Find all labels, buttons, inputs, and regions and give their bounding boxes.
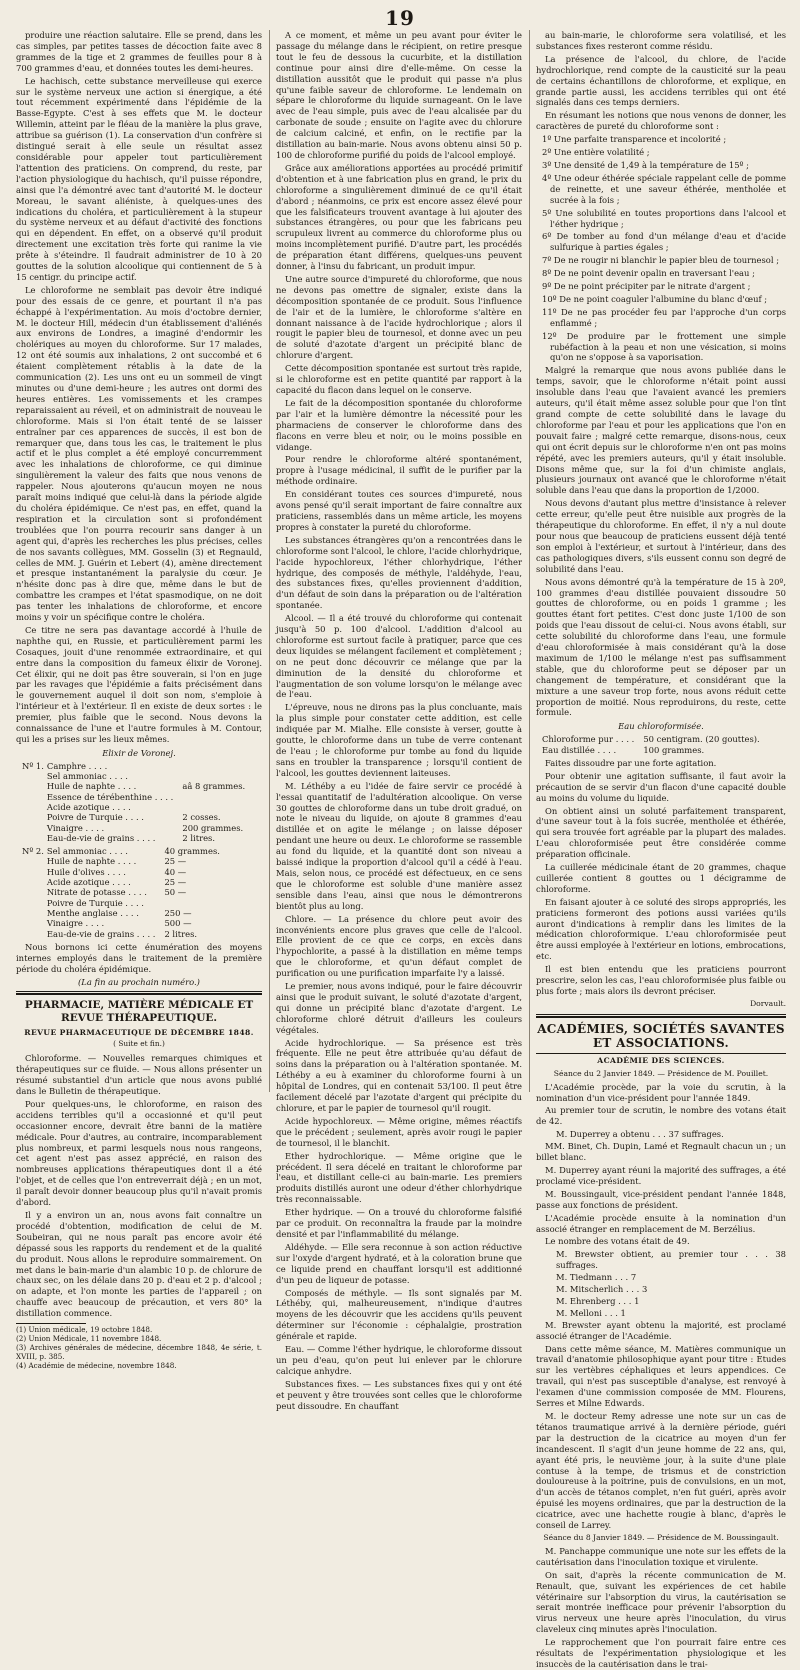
- paragraph: Pour rendre le chloroforme altéré spontanément, propre à l'usage médicinal, il suffit de le purifier par la méthode ordinaire.: [276, 454, 522, 487]
- ingredient-row: [22, 823, 248, 833]
- ingredient-name: Poivre de Turquie . . . .: [46, 897, 144, 908]
- vote-results: [536, 1129, 786, 1140]
- paragraph: Au premier tour de scrutin, le nombre des votans était de 42.: [536, 1105, 786, 1127]
- page-number: 19: [385, 6, 415, 30]
- paragraph: Le hachisch, cette substance merveilleuse qui exerce sur le système nerveux une action si énergique, a été tout récemment expérimenté dans l'épidémie de la Basse-Egypte. C'est à ses effets que M. le docteur Willemin, atteint par le fléau de la manière la plus grave, attribue sa guérison (1). La conservation d'un confrère si distingué serait à elle seule un résultat assez considérable pour appeler tout particulièrement l'attention des praticiens. On comprend, du reste, par l'action physiologique du hachisch, qu'il puisse répondre, ainsi que l'a démontré avec tant d'autorité M. le docteur Moreau, le savant aliéniste, à quelques-unes des indications du choléra, et particulièrement à la stupeur du système nerveux et au défaut d'activité des fonctions qui en dépendent. En effet, on a observé qu'il produit directement une excitation très forte qui ranime la vie prête à s'éteindre. Il faudrait administrer de 10 à 20 gouttes de la solution alcoolique qui contiennent de 5 à 15 centigr. du principe actif.: [16, 75, 262, 282]
- paragraph: La cuillerée médicinale étant de 20 grammes, chaque cuillerée contient 8 gouttes ou 1 décigramme de chloroforme.: [536, 862, 786, 894]
- paragraph: M. Léthéby a eu l'idée de faire servir ce procédé à l'essai quantitatif de l'adultération alcoolique. On verse 30 gouttes de chloroforme dans un tube droit gradué, on note le niveau du liquide, on ajoute 8 grammes d'eau distillée et on agite le mélange ; on laisse déposer pendant une heure ou deux. Le chloroforme se rassemble au fond du liquide, et la quantité dont son niveau a baissé indique la proportion d'alcool qu'il a cédé à l'eau. Mais, selon nous, ce procédé est défectueux, en ce sens que le chloroforme est soluble d'une manière assez sensible dans l'eau, ainsi que nous le démontrerons bientôt plus au long.: [276, 780, 522, 911]
- footnote: (2) Union Médicale, 11 novembre 1848.: [16, 1334, 162, 1344]
- footnote: (1) Union médicale, 19 octobre 1848.: [16, 1325, 153, 1335]
- ingredient-amount: 50 centigram. (20 gouttes).: [643, 734, 760, 745]
- criterion-item: 7º De ne rougir ni blanchir le papier bleu de tournesol ;: [542, 255, 780, 266]
- ingredient-row: [22, 812, 248, 822]
- to-continue-note: (La fin au prochain numéro.): [78, 976, 200, 987]
- ingredient-row: [22, 802, 248, 812]
- paragraph: En faisant ajouter à ce soluté des sirops appropriés, les praticiens formeront des potions aussi variées qu'ils auront d'indications à remplir dans les limites de la médication chloroformique. L'eau chloroformisée peut être aussi employée à l'extérieur en lotions, embrocations, etc.: [536, 896, 786, 962]
- paragraph: Substances fixes. — Les substances fixes qui y ont été et peuvent y être trouvées sont celles que le chloroforme peut dissoudre. En chauffant: [276, 1378, 522, 1411]
- ingredient-amount: 2 cosses.: [182, 812, 221, 823]
- ingredient-row: [542, 734, 763, 744]
- paragraph: Le chloroforme ne semblait pas devoir être indiqué pour des essais de ce genre, et pourtant il n'a pas échappé à l'expérimentation. Au mois d'octobre dernier, M. le docteur Hill, médecin d'un établissement d'aliénés aux environs de Londres, a imaginé d'endormir les cholériques au moyen du chloroforme. Sur 17 malades, 12 ont été soumis aux inhalations, 2 ont succombé et 6 étaient complètement rétablis à la date de la communication (2). Les uns ont eu un sommeil de vingt minutes ou d'une demi-heure ; les autres ont dormi des heures entières. Les vomissements et les crampes reparaissaient au réveil, et on administrait de nouveau le chloroforme. Mais si l'on était tenté de se laisser entraîner par ces apparences de succès, il est bon de remarquer que, dans tous les cas, le traitement le plus actif et le plus complet a été employé concurremment avec les inhalations de chloroforme, ce qui diminue singulièrement la valeur des faits que nous venons de rappeler. Nous ajouterons qu'aucun moyen ne nous paraît moins indiqué que celui-là dans la période algide du choléra épidémique. Ce n'est pas, en effet, quand la respiration et la circulation sont si profondément troublées que l'on pourra recourir sans danger à un agent qui, d'après les recherches les plus précises, celles de nos savants collègues, MM. Gosselin (3) et Regnauld, celles de MM. J. Guérin et Lebert (4), amène directement et presque instantanément la paralysie du cœur. Je n'hésite donc pas à dire que, même dans le but de combattre les crampes et l'état spasmodique, on ne doit pas tenter les inhalations de chloroforme, et encore moins y voir un spécifique contre le choléra.: [16, 284, 262, 623]
- author-signature: Dorvault.: [750, 998, 786, 1008]
- criterion-item: 6º De tomber au fond d'un mélange d'eau et d'acide sulfurique à parties égales ;: [542, 231, 786, 253]
- section-rule: [536, 1016, 786, 1018]
- formula-label: [22, 887, 47, 897]
- paragraph: Grâce aux améliorations apportées au procédé primitif d'obtention et à une fabrication plus en grand, le prix du chloroforme a singulièrement diminué de ce qu'il était d'abord ; néanmoins, ce prix est encore assez élevé pour que les falsificateurs trouvent avantage à lui ajouter des substances étrangères, ou pour que les fabricans peu scrupuleux livrent au commerce du chloroforme plus ou moins incomplètement purifié. D'autre part, les procédés de préparation étant différens, quelques-uns peuvent donner, à l'insu du fabricant, un produit impur.: [276, 162, 522, 272]
- formula-label: [22, 877, 47, 887]
- paragraph: Alcool. — Il a été trouvé du chloroforme qui contenait jusqu'à 50 p. 100 d'alcool. L'addition d'alcool au chloroforme est surtout facile à pratiquer, parce que ces deux liquides se mélangent facilement et complètement ; on ne peut donc découvrir ce mélange que par la diminution de la densité du chloroforme et l'augmentation de son volume lorsqu'on le mélange avec de l'eau.: [276, 613, 522, 700]
- criterion-item: 8º De ne point devenir opalin en traversant l'eau ;: [542, 268, 755, 279]
- paragraph: En considérant toutes ces sources d'impureté, nous avons pensé qu'il serait important de faire connaître aux praticiens, rassemblés dans un même article, les moyens propres à constater la pureté du chloroforme.: [276, 489, 522, 532]
- candidate-name: M. Ehrenberg . . .: [556, 1295, 635, 1306]
- paragraph: Le premier, nous avons indiqué, pour le faire découvrir ainsi que le produit suivant, le soluté d'azotate d'argent, qui donne un précipité blanc d'azotate d'argent. Le chloroforme chloré détruit d'ailleurs les couleurs végétales.: [276, 981, 522, 1035]
- ingredient-name: Sel ammoniac . . . .: [46, 846, 128, 857]
- paragraph: On obtient ainsi un soluté parfaitement transparent, d'une saveur tout à la fois sucrée, mentholée et éthérée, qui sera trouvée fort agréable par la plupart des malades. L'eau chloroformisée peut être considérée comme préparation officinale.: [536, 805, 786, 860]
- candidate-name: M. Brewster obtient, au premier tour . . .: [556, 1249, 776, 1260]
- ingredient-amount: 250 —: [164, 907, 192, 918]
- vote-count: 7: [630, 1272, 637, 1283]
- vote-count: 1: [620, 1307, 626, 1318]
- ingredient-row: [22, 898, 223, 908]
- col3-usage: [536, 758, 786, 997]
- ingredient-row: [22, 846, 223, 856]
- criterion-item: 2º Une entière volatilité ;: [542, 147, 650, 158]
- ingredient-row: [22, 781, 248, 791]
- formula-1-table: [22, 761, 248, 843]
- ingredient-name: Menthe anglaise . . . .: [46, 907, 139, 918]
- ingredient-amount: 2 litres.: [164, 928, 198, 939]
- formula-label: Nº 2.: [22, 846, 44, 857]
- ingredient-amount: aâ 8 grammes.: [182, 781, 246, 792]
- paragraph: Acide hypochloreux. — Même origine, mêmes réactifs que le précédent ; seulement, après avoir rougi le papier de tournesol, il le blanchit.: [276, 1115, 522, 1148]
- vote-line: [556, 1308, 786, 1319]
- academie-text: [536, 1082, 786, 1128]
- ingredient-amount: 50 —: [164, 887, 187, 898]
- chloroforme-article: [16, 1053, 262, 1319]
- candidate-name: M. Mitscherlich . . .: [556, 1284, 642, 1295]
- paragraph: Aldéhyde. — Elle sera reconnue à son action réductive sur l'oxyde d'argent hydraté, et à la coloration brune que ce liquide prend en chauffant lorsqu'il est additionné d'un peu de liqueur de potasse.: [276, 1241, 522, 1285]
- criterion-item: 9º De ne point précipiter par le nitrate d'argent ;: [542, 281, 751, 292]
- vote-line: [556, 1284, 786, 1295]
- ingredient-amount: [158, 898, 222, 908]
- criterion-item: 11º De ne pas procéder feu par l'approche d'un corps enflammé ;: [542, 306, 786, 328]
- formula-label: [22, 856, 47, 866]
- formula-label: [22, 898, 47, 908]
- criterion-item: 1º Une parfaite transparence et incolorité ;: [542, 134, 727, 145]
- column-divider: [269, 30, 270, 1092]
- ingredient-name: Sel ammoniac . . . .: [46, 771, 128, 782]
- paragraph: Pour quelques-uns, le chloroforme, en raison des accidens terribles qu'il a occasionné et qu'il peut occasionner encore, devrait être banni de la matière médicale. Pour d'autres, au contraire, incomparablement plus nombreux, et parmi lesquels nous nous rangeons, cet agent n'est pas assez apprécié, en raison des nombreuses applications thérapeutiques dont il a été l'objet, et de celles que l'on entreverrait déjà ; en un mot, il paraît devoir donner beaucoup plus qu'il n'avait promis d'abord.: [16, 1098, 262, 1208]
- column-divider: [529, 30, 530, 1092]
- candidate-name: M. Melloni . . .: [556, 1307, 621, 1318]
- paragraph: Les substances étrangères qu'on a rencontrées dans le chloroforme sont l'alcool, le chlore, l'acide chlorhydrique, l'acide hypochloreux, l'éther chlorhydrique, l'éther hydrique, des composés de méthyle, l'aldéhyde, l'eau, des substances fixes, qu'elles proviennent d'addition, d'un défaut de soin dans la préparation ou de l'altération spontanée.: [276, 534, 522, 611]
- ingredient-amount: [176, 771, 248, 781]
- criterion-item: 4º Une odeur éthérée spéciale rappelant celle de pomme de reinette, et une saveur éthérée, mentholée et sucrée à la fois ;: [542, 172, 786, 205]
- ingredient-amount: 500 —: [164, 918, 192, 929]
- paragraph: produire une réaction salutaire. Elle se prend, dans les cas simples, par petites tasses de décoction faite avec 8 grammes de la tige et 2 grammes de feuilles pour 8 à 700 grammes d'eau, et données toutes les demi-heures.: [16, 30, 262, 73]
- ingredient-name: Huile d'olives . . . .: [46, 866, 126, 877]
- paragraph: Chloroforme. — Nouvelles remarques chimiques et thérapeutiques sur ce fluide. — Nous allons présenter un résumé substantiel d'un article que nous avons publié dans le Bulletin de thérapeutique.: [16, 1053, 262, 1097]
- paragraph: M. le docteur Remy adresse une note sur un cas de tétanos traumatique arrivé à la dernière période, guéri par la destruction de la cicatrice au moyen d'un fer incandescent. Il s'agit d'un jeune homme de 22 ans, qui, ayant été pris, le neuvième jour, à la suite d'une plaie contuse à la tempe, de trismus et de constriction douloureuse à la poitrine, puis de convulsions, en un mot, d'un accès de tétanos complet, n'en fut guéri, après avoir épuisé les moyens ordinaires, que par la destruction de la cicatrice, avec une hachette rougie à blanc, d'après le conseil de Larrey.: [536, 1411, 786, 1531]
- paragraph: Composés de méthyle. — Ils sont signalés par M. Léthéby, qui, malheureusement, n'indique d'autres moyens de les découvrir que les accidens qu'ils peuvent déterminer sur l'économie : céphalalgie, prostration générale et rapide.: [276, 1287, 522, 1342]
- vote-line: [556, 1272, 786, 1283]
- vote-results: [536, 1249, 786, 1318]
- paragraph: En résumant les notions que nous venons de donner, les caractères de pureté du chloroforme sont :: [536, 110, 786, 132]
- ingredient-name: Huile de naphte . . . .: [46, 856, 137, 867]
- paragraph: Dans cette même séance, M. Matières communique un travail d'anatomie philosophique ayant pour titre : Etudes sur les vertèbres céphaliques et leurs appendices. Ce travail, qui n'est pas susceptible d'analyse, est renvoyé à l'examen d'une commission composée de MM. Flourens, Serres et Milne Edwards.: [536, 1343, 786, 1409]
- ingredient-name: Eau-de-vie de grains . . . .: [46, 928, 156, 939]
- ingredient-row: [22, 929, 223, 939]
- footnotes: [16, 1325, 262, 1370]
- paragraph: Chlore. — La présence du chlore peut avoir des inconvénients encore plus graves que celle de l'alcool. Elle provient de ce que ce corps, en excès dans l'hypochlorite, a passé à la distillation en même temps que le chloroforme, et qu'un défaut complet de purification ou une purification imparfaite l'y a laissé.: [276, 913, 522, 979]
- formula-title: Elixir de Voronej.: [102, 747, 176, 758]
- section-title-academies: ACADÉMIES, SOCIÉTÉS SAVANTES ET ASSOCIATIONS.: [537, 1021, 785, 1050]
- candidate-name: M. Duperrey a obtenu . . .: [556, 1129, 669, 1140]
- vote-count: 38 suffrages.: [556, 1249, 786, 1271]
- paragraph: L'Académie procède ensuite à la nomination d'un associé étranger en remplacement de M. Berzélius.: [536, 1212, 786, 1234]
- formula-label: [22, 929, 47, 939]
- paragraph: Ether hydrochlorique. — Même origine que le précédent. Il sera décelé en traitant le chloroforme par l'eau, et distillant celle-ci au bain-marie. Les premiers produits distillés auront une odeur d'éther chlorhydrique très reconnaissable.: [276, 1150, 522, 1205]
- paragraph: Pour obtenir une agitation suffisante, il faut avoir la précaution de se servir d'un flacon d'une capacité double au moins du volume du liquide.: [536, 770, 786, 803]
- formula-label: [22, 908, 47, 918]
- formula-label: [22, 918, 47, 928]
- formula-2-table: [22, 846, 223, 939]
- paragraph: M. Duperrey ayant réuni la majorité des suffrages, a été proclamé vice-président.: [536, 1164, 786, 1186]
- paragraph: Le nombre des votans était de 49.: [545, 1236, 690, 1247]
- paragraph: M. Panchappe communique une note sur les effets de la cautérisation dans l'inoculation toxique et virulente.: [536, 1545, 786, 1567]
- col2-body: [276, 30, 522, 1411]
- academie-subtitle: ACADÉMIE DES SCIENCES.: [597, 1055, 725, 1065]
- column-3: [536, 30, 786, 1669]
- formula-label: [22, 833, 47, 843]
- ingredient-amount: 2 litres.: [182, 832, 215, 843]
- paragraph: MM. Binet, Ch. Dupin, Lamé et Regnault chacun un ; un billet blanc.: [536, 1141, 786, 1163]
- purity-criteria-list: [536, 134, 786, 363]
- section-title-pharmacie: PHARMACIE, MATIÈRE MÉDICALE ET REVUE THÉRAPEUTIQUE.: [24, 999, 254, 1025]
- ingredient-name: Poivre de Turquie . . . .: [46, 812, 144, 823]
- ingredient-amount: [176, 802, 248, 812]
- ingredient-name: Eau-de-vie de grains . . . .: [46, 832, 156, 843]
- ingredient-amount: 25 —: [164, 877, 187, 888]
- paragraph: Cette décomposition spontanée est surtout très rapide, si le chloroforme est en petite quantité par rapport à la capacité du flacon dans lequel on le conserve.: [276, 363, 522, 395]
- paragraph: On sait, d'après la récente communication de M. Renault, que, suivant les expériences de cet habile vétérinaire sur l'absorption du virus, la cautérisation se serait montrée inefficace pour prévenir l'absorption du virus nerveux une heure après l'inoculation, du virus claveleux cinq minutes après l'inoculation.: [536, 1569, 786, 1635]
- ingredient-row: [542, 745, 763, 755]
- paragraph: Une autre source d'impureté du chloroforme, que nous ne devons pas omettre de signaler, existe dans la décomposition spontanée de ce produit. Sous l'influence de l'air et de la lumière, le chloroforme s'altère en donnant naissance à de l'acide hydrochlorique ; alors il rougit le papier bleu de tournesol, et donne avec un peu de soluté d'azotate d'argent un précipité blanc de chlorure d'argent.: [276, 273, 522, 361]
- paragraph: Il est bien entendu que les praticiens pourront prescrire, selon les cas, l'eau chloroformisée plus faible ou plus forte ; mais alors ils devront préciser.: [536, 964, 786, 996]
- ingredient-name: Acide azotique . . . .: [46, 877, 131, 888]
- formula-label: [22, 802, 47, 812]
- formula-label: [22, 792, 47, 802]
- ingredient-row: [22, 867, 223, 877]
- vote-line: [556, 1249, 786, 1271]
- ingredient-row: [22, 877, 223, 887]
- formula-label: [22, 771, 47, 781]
- footnote: (4) Académie de médecine, novembre 1848.: [16, 1361, 177, 1371]
- paragraph: Il y a environ un an, nous avons fait connaître un procédé d'obtention, modification de celui de M. Soubeiran, qui ne nous paraît pas encore avoir été dépassé sous les rapports du rendement et de la qualité du produit. Nous allons le reproduire sommairement. On met dans le bain-marie d'un alambic 10 p. de chlorure de chaux sec, on les délaie dans 20 p. d'eau et 2 p. d'alcool ; on adapte, et l'on monte les parties de l'appareil ; on chauffe avec beaucoup de précaution, et vers 80° la distillation commence.: [16, 1209, 262, 1319]
- section-rule: [16, 993, 262, 995]
- paragraph: Acide hydrochlorique. — Sa présence est très fréquente. Elle ne peut être attribuée qu'au défaut de soins dans la préparation ou à l'altération spontanée. M. Léthéby a eu à examiner du chloroforme fourni à un hôpital de Londres, qui en contenait 53/100. Il peut être facilement décelé par l'azotate d'argent qui précipite du chlorure, et par le papier de tournesol qu'il rougit.: [276, 1037, 522, 1113]
- eau-formula-table: [542, 734, 763, 755]
- vote-count: 3: [641, 1284, 648, 1295]
- paragraph: M. Boussingault, vice-président pendant l'année 1848, passe aux fonctions de président.: [536, 1188, 786, 1210]
- section-rule: [536, 1014, 786, 1015]
- paragraph: Ether hydrique. — On a trouvé du chloroforme falsifié par ce produit. On reconnaîtra la fraude par la moindre densité et par l'inflammabilité du mélange.: [276, 1207, 522, 1239]
- ingredient-amount: 40 —: [164, 866, 187, 877]
- ingredient-amount: 100 grammes.: [643, 744, 705, 755]
- criterion-item: 12º De produire par le frottement une simple rubéfaction à la peau et non une vésication, si moins qu'on ne s'oppose à sa vaporisation.: [542, 330, 786, 363]
- formula-label: [22, 781, 47, 791]
- ingredient-row: [22, 833, 248, 843]
- ingredient-name: Essence de térébenthine . . . .: [46, 791, 174, 802]
- ingredient-row: [22, 918, 223, 928]
- ingredient-row: [22, 908, 223, 918]
- ingredient-name: Camphre . . . .: [46, 760, 108, 771]
- ingredient-amount: [176, 761, 248, 771]
- academie-text: [536, 1546, 786, 1670]
- paragraph: Le fait de la décomposition spontanée du chloroforme par l'air et la lumière démontre la nécessité pour les pharmaciens de conserver le chloroforme dans des flacons en verre bleu et noir, ou le moins possible en vidange.: [276, 397, 522, 452]
- footnote: (3) Archives générales de médecine, décembre 1848, 4e série, t. XVIII, p. 385.: [16, 1343, 262, 1362]
- column-2: [276, 30, 522, 1411]
- academie-text: [536, 1320, 786, 1531]
- criterion-item: 5º Une solubilité en toutes proportions dans l'alcool et l'éther hydrique ;: [542, 207, 786, 229]
- formula-label: [22, 867, 47, 877]
- criterion-item: 3º Une densité de 1,49 à la température de 15º ;: [542, 159, 749, 170]
- ingredient-row: [22, 761, 248, 771]
- ingredient-name: Vinaigre . . . .: [46, 918, 105, 929]
- formula-label: Eau distillée . . . .: [542, 744, 617, 755]
- formula-label: [22, 812, 47, 822]
- paragraph: Faites dissoudre par une forte agitation.: [545, 757, 717, 768]
- after-formula-paragraph: Nous bornons ici cette énumération des moyens internes employés dans le traitement de la première période du choléra épidémique.: [16, 941, 262, 974]
- paragraph: Ce titre ne sera pas davantage accordé à l'huile de naphthe qui, en Russie, et particulièrement parmi les Cosaques, jouit d'une renommée extraordinaire, et qui entre dans la composition du fameux élixir de Voronej. Cet élixir, qui ne doit pas être souverain, si l'on en juge par les ravages que l'épidémie a faits précisément dans le gouvernement auquel il doit son nom, s'emploie à l'intérieur et à l'extérieur. Il en existe de deux sortes : le premier, plus faible que le second. Nous devons la connaissance de l'une et l'autre formules à M. Contour, qui les a prises sur les lieux mêmes.: [16, 624, 262, 744]
- formula-label: [22, 823, 47, 833]
- paragraph: La présence de l'alcool, du chlore, de l'acide hydrochlorique, rend compte de la causticité sur la peau de certains échantillons de chloroforme, et explique, en grande partie aussi, les accidens terribles qui ont été signalés dans ces temps derniers.: [536, 53, 786, 108]
- paragraph: au bain-marie, le chloroforme sera volatilisé, et les substances fixes resteront comme résidu.: [536, 30, 786, 51]
- section-note: ( Suite et fin.): [113, 1039, 165, 1049]
- ingredient-amount: 25 —: [164, 856, 187, 867]
- ingredient-name: Nitrate de potasse . . . .: [46, 887, 147, 898]
- ingredient-row: [22, 856, 223, 866]
- ingredient-row: [22, 792, 248, 802]
- criterion-item: 10º De ne point coaguler l'albumine du blanc d'œuf ;: [542, 293, 768, 304]
- ingredient-amount: 200 grammes.: [182, 822, 244, 833]
- col1-body: [16, 30, 262, 745]
- paragraph: Malgré la remarque que nous avons publiée dans le temps, savoir, que le chloroforme n'était point aussi insoluble dans l'eau que l'avaient avancé les premiers auteurs, qu'il était même assez soluble pour que l'on tînt grand compte de cette solubilité dans le lavage du chloroforme par l'eau et pour les applications que l'on en pouvait faire ; malgré cette remarque, disons-nous, ceux qui ont écrit depuis sur le chloroforme n'en ont pas moins répété, avec les premiers auteurs, qu'il y était insoluble. Disons même que, sur la foi d'un chimiste anglais, plusieurs journaux ont avancé que le chloroforme n'était soluble dans l'eau que dans la proportion de 1/2000.: [536, 365, 786, 496]
- ingredient-name: Huile de naphte . . . .: [46, 781, 137, 792]
- section-rule: [16, 991, 262, 992]
- ingredient-amount: 40 grammes.: [164, 846, 220, 857]
- paragraph: L'épreuve, nous ne dirons pas la plus concluante, mais la plus simple pour constater cette addition, est celle indiquée par M. Mialhe. Elle consiste à verser, goutte à goutte, le chloroforme dans un tube de verre contenant de l'eau ; le chloroforme pur tombe au fond du liquide sans en troubler la transparence ; lorsqu'il contient de l'alcool, les gouttes deviennent laiteuses.: [276, 702, 522, 778]
- col3-intro: [536, 30, 786, 132]
- candidate-name: M. Tiedmann . . .: [556, 1272, 631, 1283]
- section-rule: [536, 1053, 786, 1054]
- paragraph: Nous devons d'autant plus mettre d'insistance à relever cette erreur, qu'elle peut être nuisible aux progrès de la thérapeutique du chloroforme. En effet, il n'y a nul doute pour nous que beaucoup de praticiens eussent déjà tenté son emploi à l'extérieur, et surtout à l'intérieur, dans des cas pathologiques divers, s'ils eussent connu son degré de solubilité dans l'eau.: [536, 498, 786, 574]
- vote-count: 1: [634, 1295, 640, 1306]
- ingredient-name: Acide azotique . . . .: [46, 802, 131, 812]
- column-1: [16, 30, 262, 1371]
- footnote-rule: [16, 1323, 86, 1324]
- col3-solubility: [536, 365, 786, 718]
- paragraph: A ce moment, et même un peu avant pour éviter le passage du mélange dans le récipient, on retire presque tout le feu de dessous la cucurbite, et la distillation continue pour ainsi dire d'elle-même. On cesse la distillation aussitôt que le produit qui passe n'a plus qu'une faible saveur de chloroforme. Le lendemain on sépare le chloroforme du liquide surnageant. On le lave avec de l'eau simple, puis avec de l'eau alcalisée par du carbonate de soude ; ensuite on l'agite avec du chlorure de calcium calciné, et enfin, on le rectifie par la distillation au bain-marie. Nous avons obtenu ainsi 50 p. 100 de chloroforme purifié du poids de l'alcool employé.: [276, 30, 522, 160]
- ingredient-row: [22, 771, 248, 781]
- seance-header: Séance du 2 Janvier 1849. — Présidence de M. Pouillet.: [553, 1068, 769, 1078]
- vote-line: [556, 1296, 786, 1307]
- academie-text: [536, 1141, 786, 1247]
- vote-line: [556, 1129, 786, 1140]
- paragraph: M. Brewster ayant obtenu la majorité, est proclamé associé étranger de l'Académie.: [536, 1319, 786, 1341]
- eau-formula-title: Eau chloroformisée.: [618, 721, 704, 732]
- section-subtitle: REVUE PHARMACEUTIQUE DE DÉCEMBRE 1848.: [24, 1028, 254, 1038]
- paragraph: L'Académie procède, par la voie du scrutin, à la nomination d'un vice-président pour l'année 1849.: [536, 1081, 786, 1103]
- vote-count: 37 suffrages.: [668, 1129, 724, 1140]
- formula-label: Chloroforme pur . . . .: [542, 734, 635, 745]
- paragraph: Nous avons démontré qu'à la température de 15 à 20º, 100 grammes d'eau distillée pouvaient dissoudre 50 gouttes de chloroforme, ou en poids 1 gramme ; les gouttes étant fort petites. C'est donc juste 1/100 de son poids que l'eau dissout de celui-ci. Nous avons établi, sur cette solubilité du chloroforme dans l'eau, une formule d'eau chloroformisée à mais considérant qu'à la dose maximum de 1/100 le mélange n'est pas suffisamment stable, que du chloroforme peut se déposer par un changement de température, et considérant que la mixture a une saveur trop forte, nous avons réduit cette proportion de moitié. Nous reproduirons, du reste, cette formule.: [536, 576, 786, 718]
- paragraph: Eau. — Comme l'éther hydrique, le chloroforme dissout un peu d'eau, qu'on peut lui enlever par le chlorure calcique anhydre.: [276, 1344, 522, 1376]
- formula-label: Nº 1.: [22, 760, 44, 771]
- ingredient-name: Vinaigre . . . .: [46, 822, 105, 833]
- ingredient-row: [22, 887, 223, 897]
- paragraph: Le rapprochement que l'on pourrait faire entre ces résultats de l'expérimentation physiologique et les insuccès de la cautérisation dans le trai-: [536, 1637, 786, 1669]
- ingredient-amount: [176, 792, 248, 802]
- seance-header: Séance du 8 Janvier 1849. — Présidence de M. Boussingault.: [543, 1532, 779, 1542]
